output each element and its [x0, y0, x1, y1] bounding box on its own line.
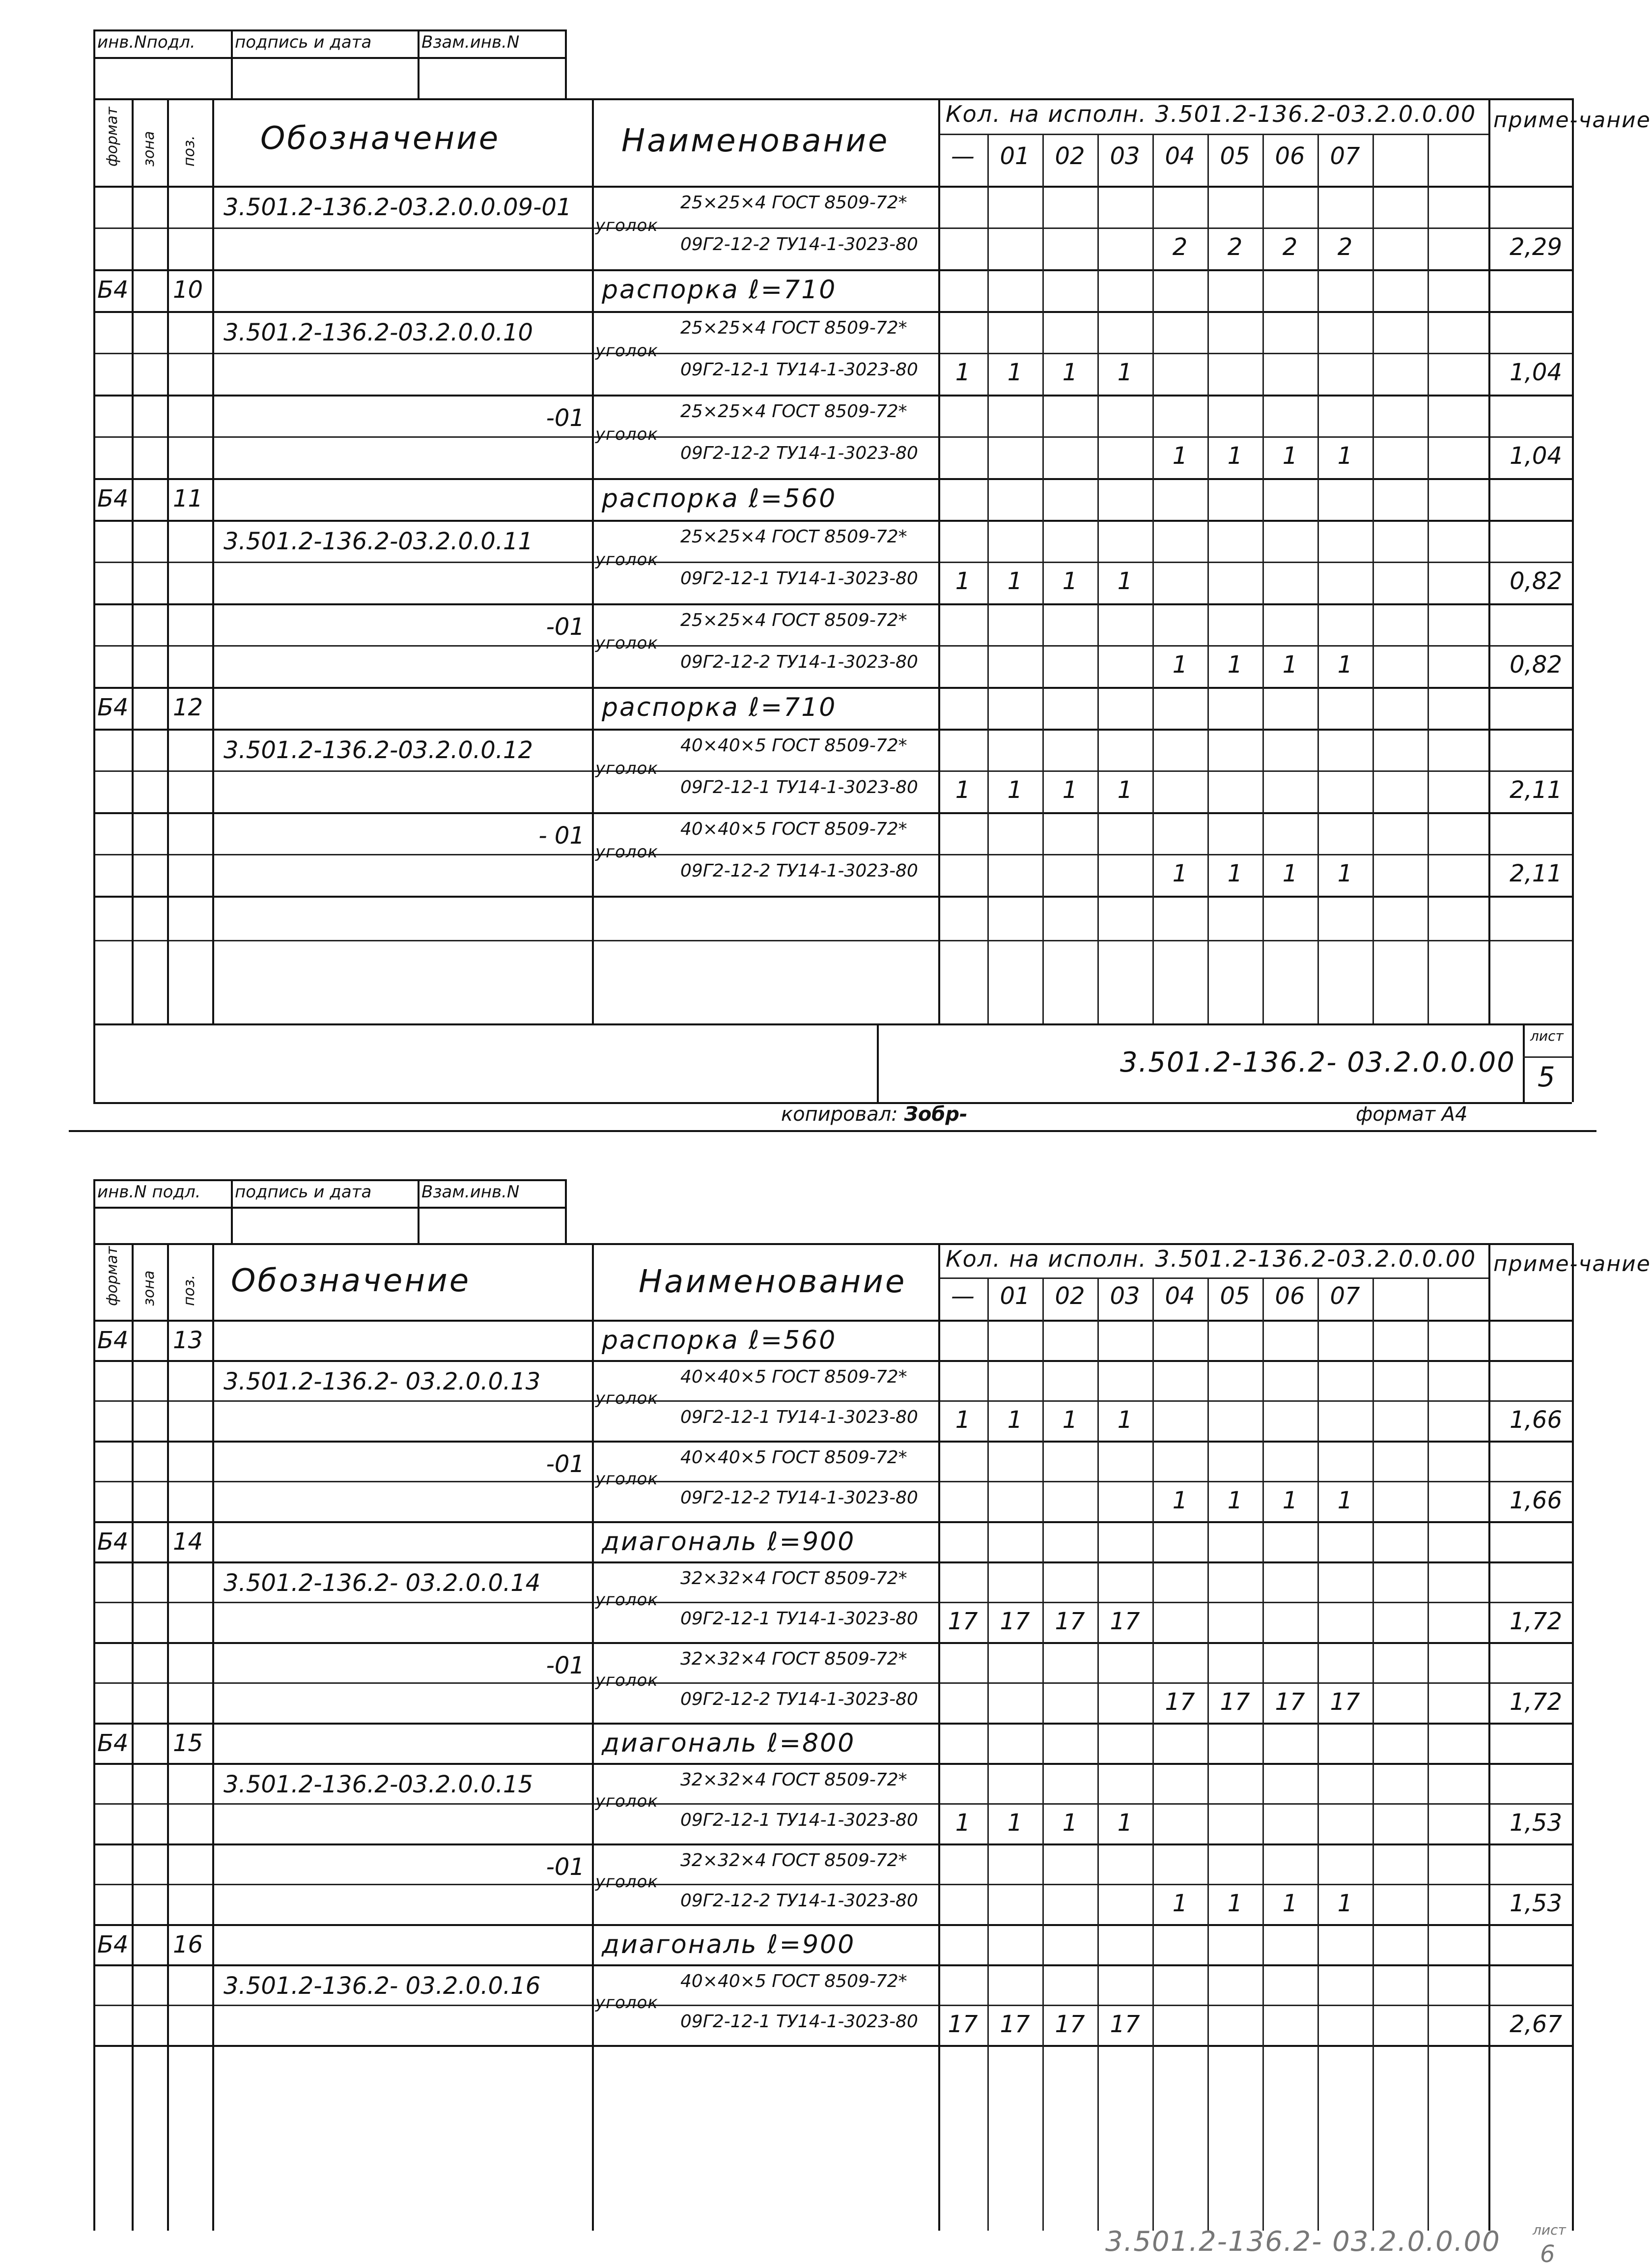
row-format: Б4 — [97, 1327, 129, 1354]
row-item: уголок — [595, 1389, 658, 1408]
row-profile: 32×32×4 ГОСТ 8509-72* — [680, 1770, 907, 1790]
variant-header: 04 — [1165, 1282, 1195, 1310]
variant-header: 06 — [1275, 1282, 1305, 1310]
row-qty: 1 — [955, 359, 971, 386]
row-part-name: распорка ℓ=560 — [602, 1326, 837, 1355]
row-item: уголок — [595, 759, 658, 778]
stamp-inv-label-2: инв.N подл. — [97, 1182, 201, 1202]
row-qty: 17 — [1110, 2011, 1140, 2038]
row-item: уголок — [595, 341, 658, 361]
row-profile: 40×40×5 ГОСТ 8509-72* — [680, 1367, 907, 1387]
variant-header: 05 — [1220, 1282, 1250, 1310]
row-part-name: диагональ ℓ=800 — [602, 1729, 856, 1758]
row-steel: 09Г2-12-1 ТУ14-1-3023-80 — [680, 1407, 918, 1427]
row-qty: 17 — [1330, 1688, 1360, 1716]
variant-header: — — [951, 1282, 975, 1310]
row-item: уголок — [595, 1469, 658, 1489]
col-format-header: формат — [104, 107, 121, 167]
row-qty: 17 — [1220, 1688, 1250, 1716]
row-steel: 09Г2-12-2 ТУ14-1-3023-80 — [680, 234, 918, 255]
col-note-header-text-2: приме-чание — [1493, 1251, 1651, 1276]
row-part-name: диагональ ℓ=900 — [602, 1930, 856, 1959]
row-qty: 1 — [955, 776, 971, 804]
row-mass: 2,67 — [1510, 2011, 1562, 2038]
row-qty: 2 — [1227, 233, 1243, 261]
row-mass: 1,53 — [1510, 1809, 1562, 1837]
row-qty: 17 — [1000, 1608, 1030, 1635]
stamp-replace-label-2: Взам.инв.N — [421, 1182, 520, 1202]
row-format: Б4 — [97, 276, 129, 304]
row-designation: -01 — [546, 1652, 585, 1679]
row-qty: 17 — [948, 2011, 978, 2038]
row-profile: 32×32×4 ГОСТ 8509-72* — [680, 1568, 907, 1588]
sheet-number-2: 6 — [1540, 2240, 1555, 2268]
variant-header: 02 — [1055, 142, 1085, 170]
row-qty: 1 — [1227, 1487, 1243, 1514]
row-qty: 2 — [1172, 233, 1188, 261]
row-designation: 3.501.2-136.2-03.2.0.0.11 — [224, 528, 533, 555]
row-qty: 17 — [1055, 2011, 1085, 2038]
sheet-label-2: лист — [1533, 2222, 1566, 2238]
row-position: 15 — [173, 1729, 203, 1757]
row-steel: 09Г2-12-1 ТУ14-1-3023-80 — [680, 1609, 918, 1629]
row-profile: 25×25×4 ГОСТ 8509-72* — [680, 610, 907, 630]
variant-header: — — [951, 142, 975, 170]
row-qty: 1 — [1062, 359, 1078, 386]
row-profile: 40×40×5 ГОСТ 8509-72* — [680, 1447, 907, 1468]
row-format: Б4 — [97, 694, 129, 721]
row-qty: 1 — [1062, 1809, 1078, 1837]
row-profile: 25×25×4 ГОСТ 8509-72* — [680, 527, 907, 547]
row-designation: 3.501.2-136.2- 03.2.0.0.13 — [224, 1368, 541, 1395]
row-mass: 1,53 — [1510, 1890, 1562, 1917]
row-item: уголок — [595, 1791, 658, 1811]
row-steel: 09Г2-12-1 ТУ14-1-3023-80 — [680, 2012, 918, 2032]
row-mass: 1,72 — [1510, 1688, 1562, 1716]
row-qty: 1 — [1282, 1487, 1298, 1514]
row-steel: 09Г2-12-2 ТУ14-1-3023-80 — [680, 861, 918, 881]
row-designation: -01 — [546, 404, 585, 432]
row-part-name: распорка ℓ=710 — [602, 275, 837, 305]
col-qty-header-2: Кол. на исполн. 3.501.2-136.2-03.2.0.0.00 — [946, 1246, 1477, 1272]
col-designation-header: Обозначение — [260, 120, 501, 157]
variant-header: 02 — [1055, 1282, 1085, 1310]
stamp-sign-label: подпись и дата — [235, 32, 372, 52]
row-qty: 1 — [1337, 442, 1353, 470]
col-designation-header-2: Обозначение — [231, 1263, 471, 1299]
row-qty: 1 — [1007, 776, 1023, 804]
row-mass: 2,29 — [1510, 233, 1562, 261]
row-steel: 09Г2-12-1 ТУ14-1-3023-80 — [680, 360, 918, 380]
row-mass: 1,66 — [1510, 1406, 1562, 1434]
row-item: уголок — [595, 842, 658, 862]
row-steel: 09Г2-12-2 ТУ14-1-3023-80 — [680, 652, 918, 672]
row-qty: 1 — [1117, 1809, 1133, 1837]
row-part-name: распорка ℓ=560 — [602, 484, 837, 513]
variant-header: 03 — [1110, 1282, 1140, 1310]
row-mass: 2,11 — [1510, 776, 1562, 804]
row-qty: 1 — [1227, 1890, 1243, 1917]
row-item: уголок — [595, 633, 658, 653]
copied-by-label — [781, 1103, 968, 1126]
row-part-name: распорка ℓ=710 — [602, 693, 837, 722]
row-qty: 1 — [1282, 1890, 1298, 1917]
row-qty: 1 — [1007, 1406, 1023, 1434]
row-qty: 17 — [948, 1608, 978, 1635]
variant-header: 03 — [1110, 142, 1140, 170]
spec-sheet-1 — [0, 0, 1651, 1130]
variant-header: 04 — [1165, 142, 1195, 170]
row-qty: 1 — [1172, 860, 1188, 887]
variant-header: 07 — [1330, 142, 1360, 170]
row-qty: 1 — [1282, 651, 1298, 679]
row-position: 16 — [173, 1931, 203, 1958]
row-profile: 25×25×4 ГОСТ 8509-72* — [680, 318, 907, 338]
row-steel: 09Г2-12-2 ТУ14-1-3023-80 — [680, 1689, 918, 1709]
row-qty: 1 — [1337, 651, 1353, 679]
row-item: уголок — [595, 1872, 658, 1892]
row-format: Б4 — [97, 1729, 129, 1757]
row-qty: 1 — [1172, 651, 1188, 679]
row-qty: 2 — [1282, 233, 1298, 261]
row-designation: -01 — [546, 1853, 585, 1881]
stamp-replace-label: Взам.инв.N — [421, 32, 520, 52]
row-qty: 1 — [1227, 651, 1243, 679]
row-qty: 1 — [1282, 860, 1298, 887]
row-qty: 1 — [1227, 860, 1243, 887]
row-qty: 1 — [1007, 1809, 1023, 1837]
col-zone-header: зона — [140, 131, 158, 167]
col-note-header-text: приме-чание — [1493, 108, 1651, 133]
format-label: формат А4 — [1356, 1103, 1468, 1126]
row-steel: 09Г2-12-1 ТУ14-1-3023-80 — [680, 777, 918, 797]
row-profile: 40×40×5 ГОСТ 8509-72* — [680, 1971, 907, 1991]
row-qty: 1 — [1062, 567, 1078, 595]
row-profile: 32×32×4 ГОСТ 8509-72* — [680, 1850, 907, 1871]
variant-header: 05 — [1220, 142, 1250, 170]
variant-header: 07 — [1330, 1282, 1360, 1310]
row-format: Б4 — [97, 1528, 129, 1556]
sheet-label: лист — [1530, 1028, 1564, 1044]
row-designation: 3.501.2-136.2-03.2.0.0.12 — [224, 737, 533, 764]
copied-by-sign: Зобр- — [904, 1103, 968, 1126]
row-profile: 32×32×4 ГОСТ 8509-72* — [680, 1649, 907, 1669]
row-qty: 1 — [1117, 567, 1133, 595]
row-steel: 09Г2-12-1 ТУ14-1-3023-80 — [680, 568, 918, 589]
row-position: 14 — [173, 1528, 203, 1556]
col-pos-header: поз. — [181, 135, 198, 167]
row-item: уголок — [595, 425, 658, 444]
row-designation: 3.501.2-136.2- 03.2.0.0.14 — [224, 1569, 541, 1597]
row-qty: 17 — [1275, 1688, 1305, 1716]
row-format: Б4 — [97, 485, 129, 512]
col-note-header — [1493, 101, 1651, 140]
row-qty: 1 — [955, 1809, 971, 1837]
row-steel: 09Г2-12-2 ТУ14-1-3023-80 — [680, 443, 918, 463]
row-item: уголок — [595, 550, 658, 569]
col-format-header-2: формат — [104, 1246, 121, 1306]
col-qty-header: Кол. на исполн. 3.501.2-136.2-03.2.0.0.00 — [946, 101, 1477, 127]
variant-header: 01 — [1000, 1282, 1030, 1310]
row-qty: 1 — [1172, 442, 1188, 470]
row-qty: 1 — [1062, 1406, 1078, 1434]
stamp-sign-label-2: подпись и дата — [235, 1182, 372, 1202]
row-mass: 0,82 — [1510, 651, 1562, 679]
col-name-header-2: Наименование — [639, 1264, 907, 1300]
row-qty: 1 — [1062, 776, 1078, 804]
row-mass: 1,66 — [1510, 1487, 1562, 1514]
copied-by-text: копировал: — [781, 1103, 898, 1126]
row-qty: 1 — [1227, 442, 1243, 470]
col-zone-header-2: зона — [140, 1270, 158, 1306]
row-qty: 1 — [1007, 359, 1023, 386]
row-qty: 1 — [1117, 776, 1133, 804]
row-profile: 25×25×4 ГОСТ 8509-72* — [680, 193, 907, 213]
spec-sheet-2 — [0, 1130, 1651, 2268]
row-position: 11 — [173, 485, 203, 512]
variant-header: 01 — [1000, 142, 1030, 170]
row-qty: 1 — [1117, 359, 1133, 386]
row-part-name: диагональ ℓ=900 — [602, 1527, 856, 1557]
row-qty: 1 — [1337, 1487, 1353, 1514]
sheet-number: 5 — [1538, 1061, 1555, 1093]
row-item: уголок — [595, 1671, 658, 1690]
col-pos-header-2: поз. — [181, 1275, 198, 1306]
row-qty: 1 — [955, 567, 971, 595]
row-steel: 09Г2-12-2 ТУ14-1-3023-80 — [680, 1891, 918, 1911]
row-qty: 1 — [1282, 442, 1298, 470]
col-name-header: Наименование — [621, 123, 890, 159]
doc-code: 3.501.2-136.2- 03.2.0.0.00 — [1120, 1047, 1515, 1078]
row-format: Б4 — [97, 1931, 129, 1958]
row-profile: 40×40×5 ГОСТ 8509-72* — [680, 819, 907, 839]
row-designation: -01 — [546, 613, 585, 641]
row-qty: 1 — [1337, 860, 1353, 887]
row-qty: 2 — [1337, 233, 1353, 261]
row-mass: 1,04 — [1510, 442, 1562, 470]
row-designation: - 01 — [538, 822, 585, 850]
row-qty: 1 — [1007, 567, 1023, 595]
row-item: уголок — [595, 1590, 658, 1610]
row-item: уголок — [595, 1993, 658, 2013]
row-mass: 1,72 — [1510, 1608, 1562, 1635]
row-designation: 3.501.2-136.2- 03.2.0.0.16 — [224, 1972, 541, 2000]
row-qty: 17 — [1055, 1608, 1085, 1635]
row-qty: 1 — [1172, 1487, 1188, 1514]
row-profile: 25×25×4 ГОСТ 8509-72* — [680, 401, 907, 422]
row-designation: 3.501.2-136.2-03.2.0.0.09-01 — [224, 194, 572, 221]
row-designation: 3.501.2-136.2-03.2.0.0.15 — [224, 1771, 533, 1798]
stamp-inv-label: инв.Nподл. — [97, 32, 196, 52]
row-mass: 2,11 — [1510, 860, 1562, 887]
row-item: уголок — [595, 216, 658, 235]
row-qty: 1 — [1117, 1406, 1133, 1434]
row-designation: -01 — [546, 1450, 585, 1478]
row-qty: 1 — [1337, 1890, 1353, 1917]
row-mass: 1,04 — [1510, 359, 1562, 386]
row-mass: 0,82 — [1510, 567, 1562, 595]
row-qty: 1 — [955, 1406, 971, 1434]
row-position: 10 — [173, 276, 203, 304]
row-profile: 40×40×5 ГОСТ 8509-72* — [680, 736, 907, 756]
row-qty: 17 — [1165, 1688, 1195, 1716]
row-designation: 3.501.2-136.2-03.2.0.0.10 — [224, 319, 533, 346]
col-note-header-2 — [1493, 1246, 1651, 1283]
row-steel: 09Г2-12-2 ТУ14-1-3023-80 — [680, 1488, 918, 1508]
variant-header: 06 — [1275, 142, 1305, 170]
row-qty: 17 — [1000, 2011, 1030, 2038]
row-position: 13 — [173, 1327, 203, 1354]
row-steel: 09Г2-12-1 ТУ14-1-3023-80 — [680, 1810, 918, 1830]
row-qty: 17 — [1110, 1608, 1140, 1635]
row-position: 12 — [173, 694, 203, 721]
row-qty: 1 — [1172, 1890, 1188, 1917]
doc-code-2: 3.501.2-136.2- 03.2.0.0.00 — [1105, 2226, 1501, 2258]
